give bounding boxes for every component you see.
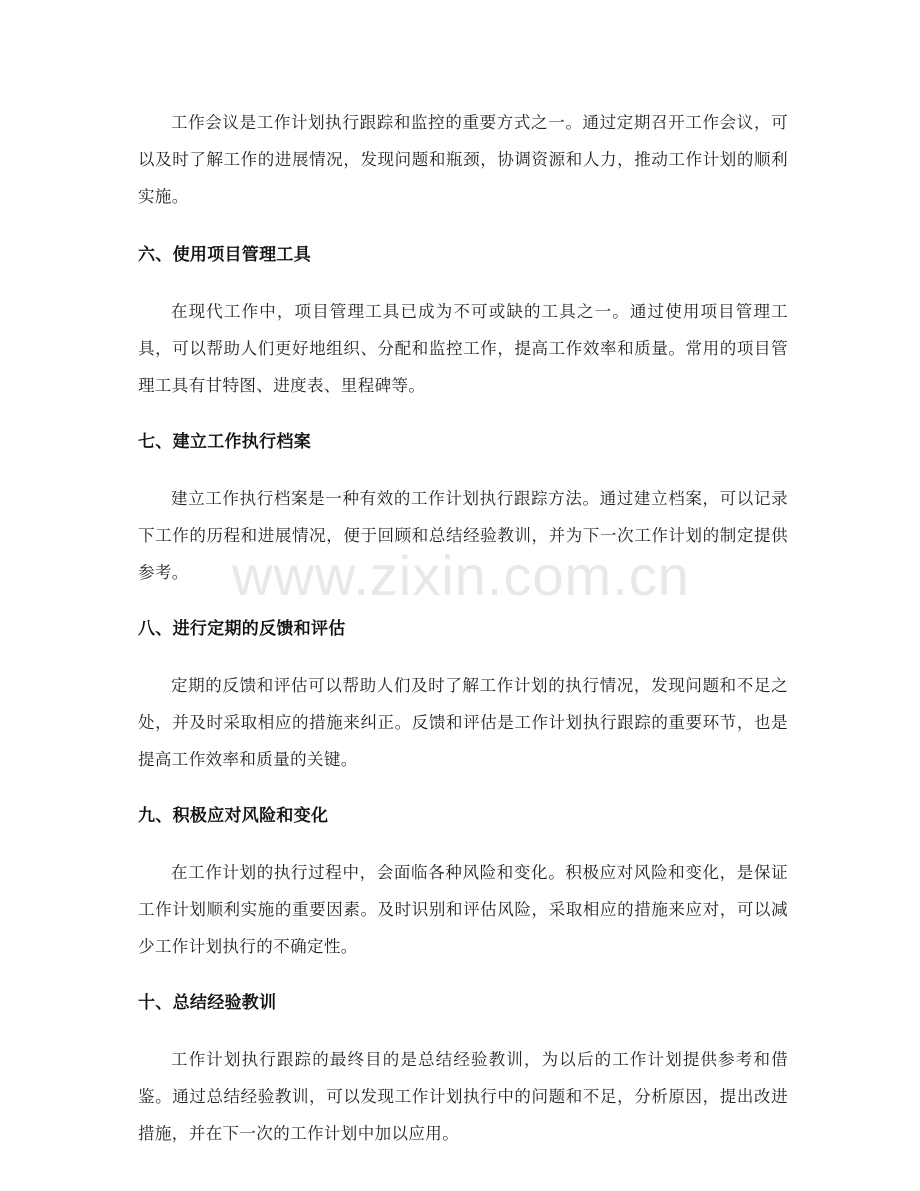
section-paragraph-6: 在现代工作中，项目管理工具已成为不可或缺的工具之一。通过使用项目管理工具，可以帮助人们更好地组织、分配和监控工作，提高工作效率和质量。常用的项目管理工具有甘特图、进度表、里程碑等。 — [138, 302, 788, 395]
section-paragraph-10: 工作计划执行跟踪的最终目的是总结经验教训，为以后的工作计划提供参考和借鉴。通过总结经验教训，可以发现工作计划执行中的问题和不足，分析原因，提出改进措施，并在下一次的工作计划中加以应用。 — [138, 1050, 788, 1143]
section-heading-10: 十、总结经验教训 — [138, 993, 277, 1013]
section-heading-8: 八、进行定期的反馈和评估 — [138, 619, 346, 639]
section-paragraph-7: 建立工作执行档案是一种有效的工作计划执行跟踪方法。通过建立档案，可以记录下工作的历程和进展情况，便于回顾和总结经验教训，并为下一次工作计划的制定提供参考。 — [138, 489, 788, 582]
section-heading-6: 六、使用项目管理工具 — [138, 245, 311, 265]
section-paragraph-9: 在工作计划的执行过程中，会面临各种风险和变化。积极应对风险和变化，是保证工作计划顺利实施的重要因素。及时识别和评估风险，采取相应的措施来应对，可以减少工作计划执行的不确定性。 — [138, 863, 788, 956]
section-heading-7: 七、建立工作执行档案 — [138, 432, 311, 452]
watermark: www.zixin.com.cn — [232, 544, 690, 607]
section-heading-9: 九、积极应对风险和变化 — [138, 806, 329, 826]
section-paragraph-8: 定期的反馈和评估可以帮助人们及时了解工作计划的执行情况，发现问题和不足之处，并及时采取相应的措施来纠正。反馈和评估是工作计划执行跟踪的重要环节，也是提高工作效率和质量的关键。 — [138, 676, 788, 769]
intro-paragraph: 工作会议是工作计划执行跟踪和监控的重要方式之一。通过定期召开工作会议，可以及时了解工作的进展情况，发现问题和瓶颈，协调资源和人力，推动工作计划的顺利实施。 — [138, 113, 788, 206]
document-body — [138, 104, 788, 1152]
